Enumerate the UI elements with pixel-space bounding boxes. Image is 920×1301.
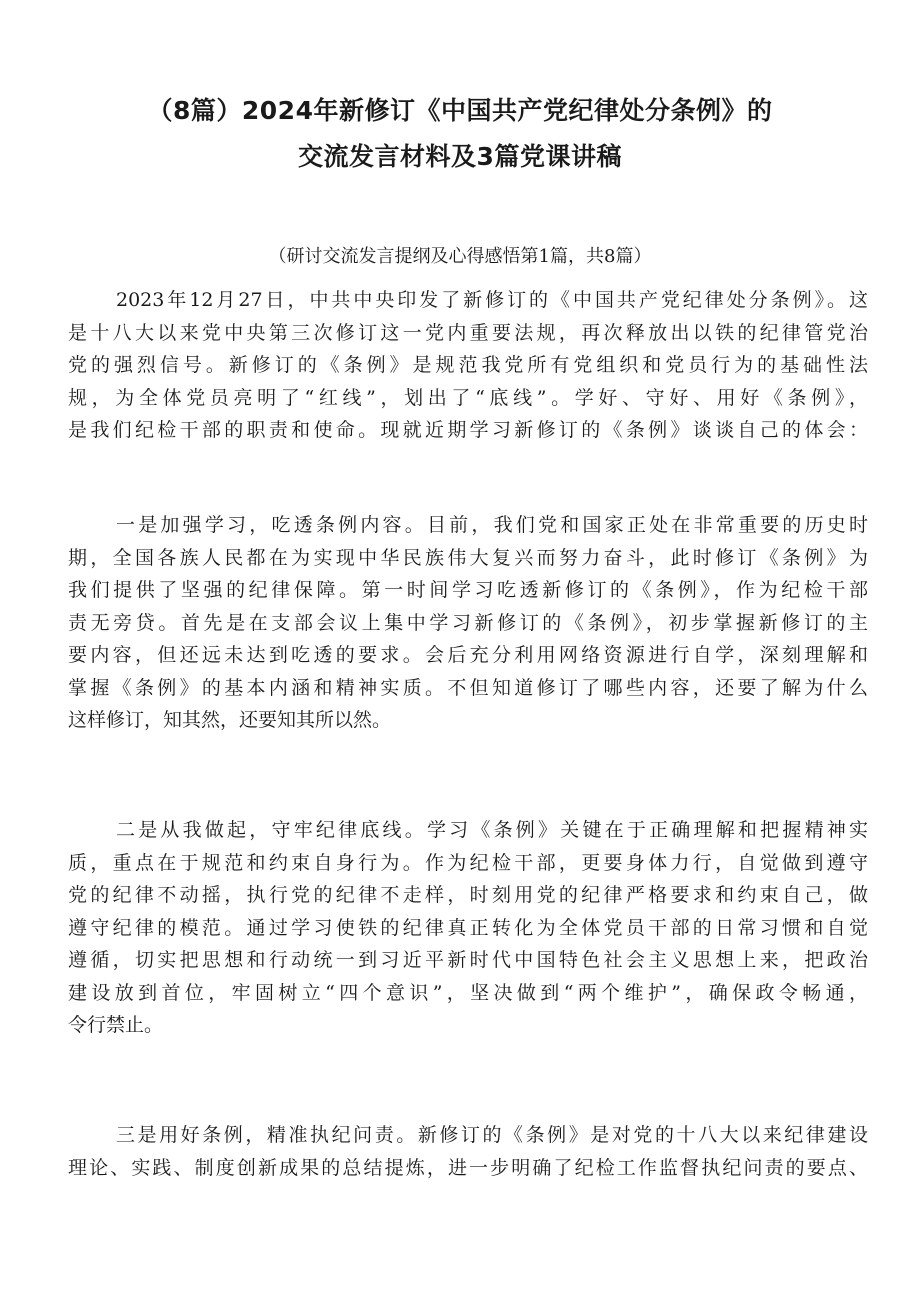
paragraph-line: 掌握《条例》的基本内涵和精神实质。不但知道修订了哪些内容，还要了解为什么: [68, 676, 868, 699]
paragraph-intro: [68, 284, 868, 447]
paragraph-point-two: [68, 814, 868, 1042]
paragraph-line: 期，全国各族人民都在为实现中华民族伟大复兴而努力奋斗，此时修订《条例》为: [68, 546, 868, 569]
paragraph-line: 责无旁贷。首先是在支部会议上集中学习新修订的《条例》，初步掌握新修订的主: [68, 611, 868, 634]
paragraph-line: 质，重点在于规范和约束自身行为。作为纪检干部，更要身体力行，自觉做到遵守: [68, 851, 868, 874]
paragraph-line: 是我们纪检干部的职责和使命。现就近期学习新修订的《条例》谈谈自己的体会：: [68, 419, 868, 441]
paragraph-line: 建设放到首位，牢固树立“四个意识”，坚决做到“两个维护”，确保政令畅通，: [68, 981, 868, 1004]
paragraph-line: 党的纪律不动摇，执行党的纪律不走样，时刻用党的纪律严格要求和约束自己，做: [68, 884, 868, 906]
document-subtitle: （研讨交流发言提纲及心得感悟第1篇，共8篇）: [268, 246, 652, 267]
paragraph-line: 遵循，切实把思想和行动统一到习近平新时代中国特色社会主义思想上来，把政治: [68, 949, 868, 971]
paragraph-line: 党的强烈信号。新修订的《条例》是规范我党所有党组织和党员行为的基础性法: [68, 354, 868, 376]
paragraph-line: 要内容，但还远未达到吃透的要求。会后充分利用网络资源进行自学，深刻理解和: [68, 644, 868, 666]
paragraph-line: 是十八大以来党中央第三次修订这一党内重要法规，再次释放出以铁的纪律管党治: [68, 321, 868, 344]
paragraph-line: 令行禁止。: [68, 1014, 164, 1036]
paragraph-line: 理论、实践、制度创新成果的总结提炼，进一步明确了纪检工作监督执纪问责的要点、: [68, 1156, 868, 1179]
document-title-line-1: （8篇）2024年新修订《中国共产党纪律处分条例》的: [147, 96, 773, 125]
paragraph-line: 二是从我做起，守牢纪律底线。学习《条例》关键在于正确理解和把握精神实: [116, 819, 868, 841]
paragraph-line: 这样修订，知其然，还要知其所以然。: [68, 709, 392, 731]
paragraph-point-three: [68, 1119, 868, 1184]
document-title-line-2: 交流发言材料及3篇党课讲稿: [298, 142, 622, 171]
paragraph-line: 2023年12月27日，中共中央印发了新修订的《中国共产党纪律处分条例》。这: [116, 289, 868, 311]
paragraph-line: 三是用好条例，精准执纪问责。新修订的《条例》是对党的十八大以来纪律建设: [116, 1124, 868, 1146]
paragraph-point-one: [68, 509, 868, 737]
paragraph-line: 我们提供了坚强的纪律保障。第一时间学习吃透新修订的《条例》，作为纪检干部: [68, 579, 868, 601]
paragraph-line: 遵守纪律的模范。通过学习使铁的纪律真正转化为全体党员干部的日常习惯和自觉: [68, 916, 868, 939]
paragraph-line: 规，为全体党员亮明了“红线”，划出了“底线”。学好、守好、用好《条例》，: [68, 386, 868, 409]
paragraph-line: 一是加强学习，吃透条例内容。目前，我们党和国家正处在非常重要的历史时: [116, 514, 868, 536]
